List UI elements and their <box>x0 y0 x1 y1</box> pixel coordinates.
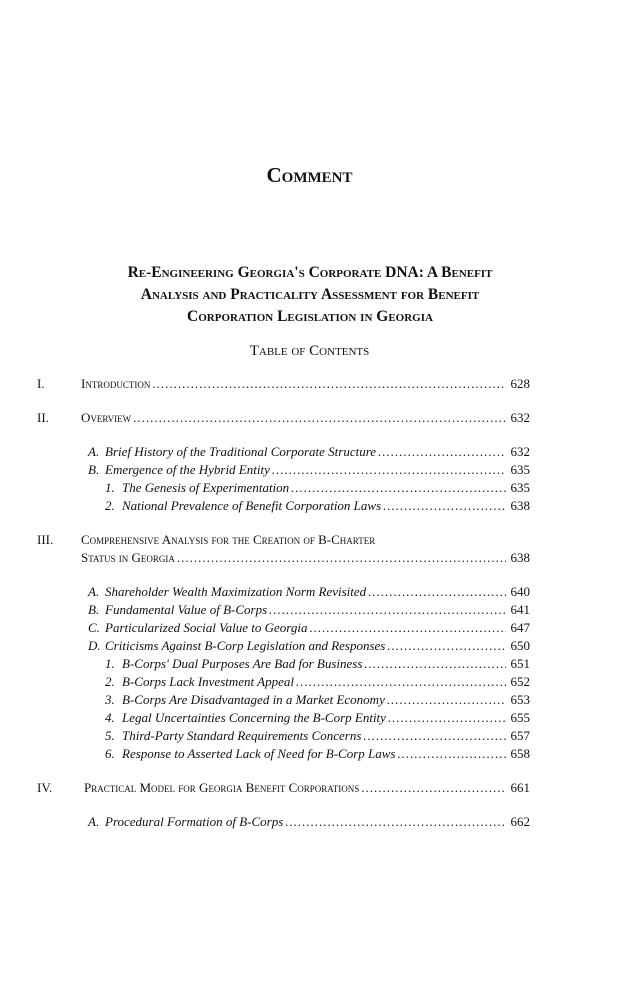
toc-label: A. <box>88 814 100 829</box>
toc-text: Brief History of the Traditional Corporate Structure <box>105 444 377 459</box>
toc-page: 632 <box>510 410 530 425</box>
leader-dots <box>397 746 506 762</box>
toc-text: Shareholder Wealth Maximization Norm Revisited <box>105 584 367 599</box>
leader-dots <box>378 444 506 460</box>
toc-page: 657 <box>510 728 530 743</box>
toc-text: Criticisms Against B-Corp Legislation and Responses <box>105 638 386 653</box>
toc-text: B-Corps Are Disadvantaged in a Market Economy <box>122 692 385 707</box>
toc-text: Fundamental Value of B-Corps <box>105 602 268 617</box>
toc-text-line-1: Comprehensive Analysis for the Creation of B-Charter <box>81 532 376 547</box>
toc-text: Emergence of the Hybrid Entity <box>105 462 270 477</box>
leader-dots <box>364 656 506 672</box>
leader-dots <box>296 674 506 690</box>
toc-text: Overview <box>81 410 132 425</box>
toc-label: A. <box>88 444 100 459</box>
leader-dots <box>388 710 506 726</box>
toc-number: III. <box>37 532 54 547</box>
toc-text: Response to Asserted Lack of Need for B-Corp Laws <box>122 746 396 761</box>
leader-dots <box>152 376 506 392</box>
toc-text: B-Corps Lack Investment Appeal <box>122 674 294 689</box>
toc-page: 655 <box>510 710 530 725</box>
title-line-3: Corporation Legislation in Georgia <box>187 308 433 325</box>
toc-page: 652 <box>510 674 530 689</box>
toc-title: Table of Contents <box>249 343 370 359</box>
leader-dots <box>291 480 506 496</box>
toc-page: 661 <box>510 780 530 795</box>
toc-label: 2. <box>105 674 115 689</box>
toc-text: Practical Model for Georgia Benefit Corporations <box>84 780 360 795</box>
toc-text: National Prevalence of Benefit Corporation Laws <box>122 498 382 513</box>
toc-number: IV. <box>37 780 53 795</box>
toc-page: 653 <box>510 692 530 707</box>
toc-page: 662 <box>510 814 530 829</box>
toc-label: 6. <box>105 746 115 761</box>
toc-page: 658 <box>510 746 530 761</box>
toc-page: 638 <box>510 550 530 565</box>
toc-page: 641 <box>510 602 530 617</box>
leader-dots <box>387 638 506 654</box>
leader-dots <box>269 602 506 618</box>
toc-text: Legal Uncertainties Concerning the B-Corp Entity <box>122 710 386 725</box>
toc-label: 5. <box>105 728 115 743</box>
leader-dots <box>133 410 506 426</box>
toc-page: 638 <box>510 498 530 513</box>
toc-label: A. <box>88 584 100 599</box>
article-title <box>60 262 560 328</box>
title-line-1: Re-Engineering Georgia's Corporate DNA: A Benefit <box>127 264 493 281</box>
leader-dots <box>368 584 506 600</box>
toc-text: Third-Party Standard Requirements Concerns <box>122 728 362 743</box>
leader-dots <box>363 728 506 744</box>
toc-text: The Genesis of Experimentation <box>122 480 290 495</box>
toc-number: II. <box>37 410 49 425</box>
toc-page: 628 <box>510 376 530 391</box>
toc-page: 650 <box>510 638 530 653</box>
toc-label: 2. <box>105 498 115 513</box>
toc-label: 1. <box>105 656 115 671</box>
toc-text: B-Corps' Dual Purposes Are Bad for Business <box>122 656 363 671</box>
toc-page: 635 <box>510 480 530 495</box>
leader-dots <box>309 620 506 636</box>
toc-number: I. <box>37 376 45 391</box>
toc-label: B. <box>88 602 100 617</box>
toc-text: Procedural Formation of B-Corps <box>105 814 284 829</box>
leader-dots <box>177 550 506 566</box>
toc-page: 635 <box>510 462 530 477</box>
toc-text: Status in Georgia <box>81 550 175 565</box>
toc-label: 1. <box>105 480 115 495</box>
leader-dots <box>361 780 506 796</box>
title-line-2: Analysis and Practicality Assessment for Benefit <box>140 286 480 303</box>
toc-page: 651 <box>510 656 530 671</box>
leader-dots <box>285 814 506 830</box>
section-heading: Comment <box>266 163 353 187</box>
toc-label: B. <box>88 462 100 477</box>
toc-label: 3. <box>105 692 115 707</box>
toc-text: Introduction <box>81 376 151 391</box>
leader-dots <box>387 692 506 708</box>
toc-label: C. <box>88 620 100 635</box>
leader-dots <box>272 462 506 478</box>
toc-label: 4. <box>105 710 115 725</box>
toc-page: 640 <box>510 584 530 599</box>
toc-page: 647 <box>510 620 530 635</box>
leader-dots <box>383 498 506 514</box>
toc-text: Particularized Social Value to Georgia <box>105 620 308 635</box>
toc-label: D. <box>88 638 101 653</box>
toc-page: 632 <box>510 444 530 459</box>
